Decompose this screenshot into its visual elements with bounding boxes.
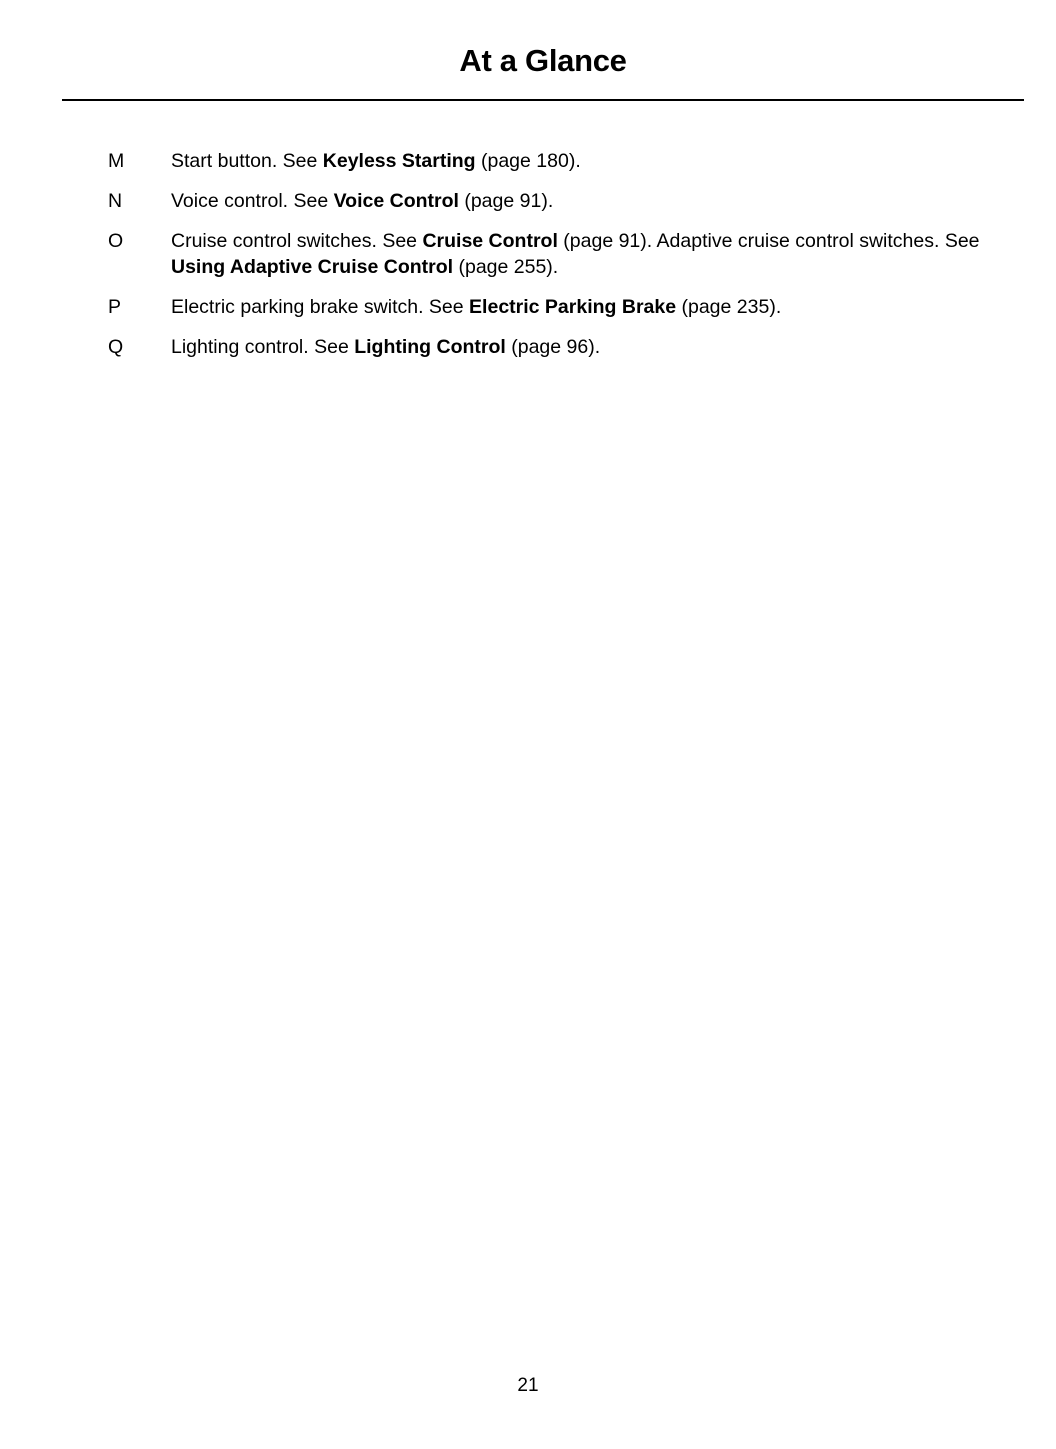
- list-item: [108, 188, 1020, 214]
- legend-key: M: [108, 150, 125, 172]
- legend-description: Electric parking brake switch. See Electric Parking Brake (page 235).: [171, 296, 782, 318]
- legend-description: Voice control. See Voice Control (page 91).: [171, 190, 554, 212]
- header-divider: [62, 99, 1024, 101]
- legend-list: [108, 148, 1020, 374]
- legend-key: N: [108, 190, 123, 212]
- list-item: [108, 294, 1020, 320]
- list-item: [108, 228, 1020, 280]
- legend-description: Lighting control. See Lighting Control (page 96).: [171, 336, 601, 358]
- legend-key: O: [108, 230, 124, 252]
- legend-description: Cruise control switches. See Cruise Control (page 91). Adaptive cruise control switches. See Using Adaptive Cruise Control (page 255).: [171, 230, 980, 278]
- legend-description: Start button. See Keyless Starting (page 180).: [171, 150, 581, 172]
- page-title: At a Glance: [459, 43, 627, 78]
- list-item: [108, 334, 1020, 360]
- page-number: 21: [517, 1375, 539, 1396]
- legend-key: P: [108, 296, 122, 318]
- page-header: [62, 44, 1024, 78]
- legend-key: Q: [108, 336, 124, 358]
- list-item: [108, 148, 1020, 174]
